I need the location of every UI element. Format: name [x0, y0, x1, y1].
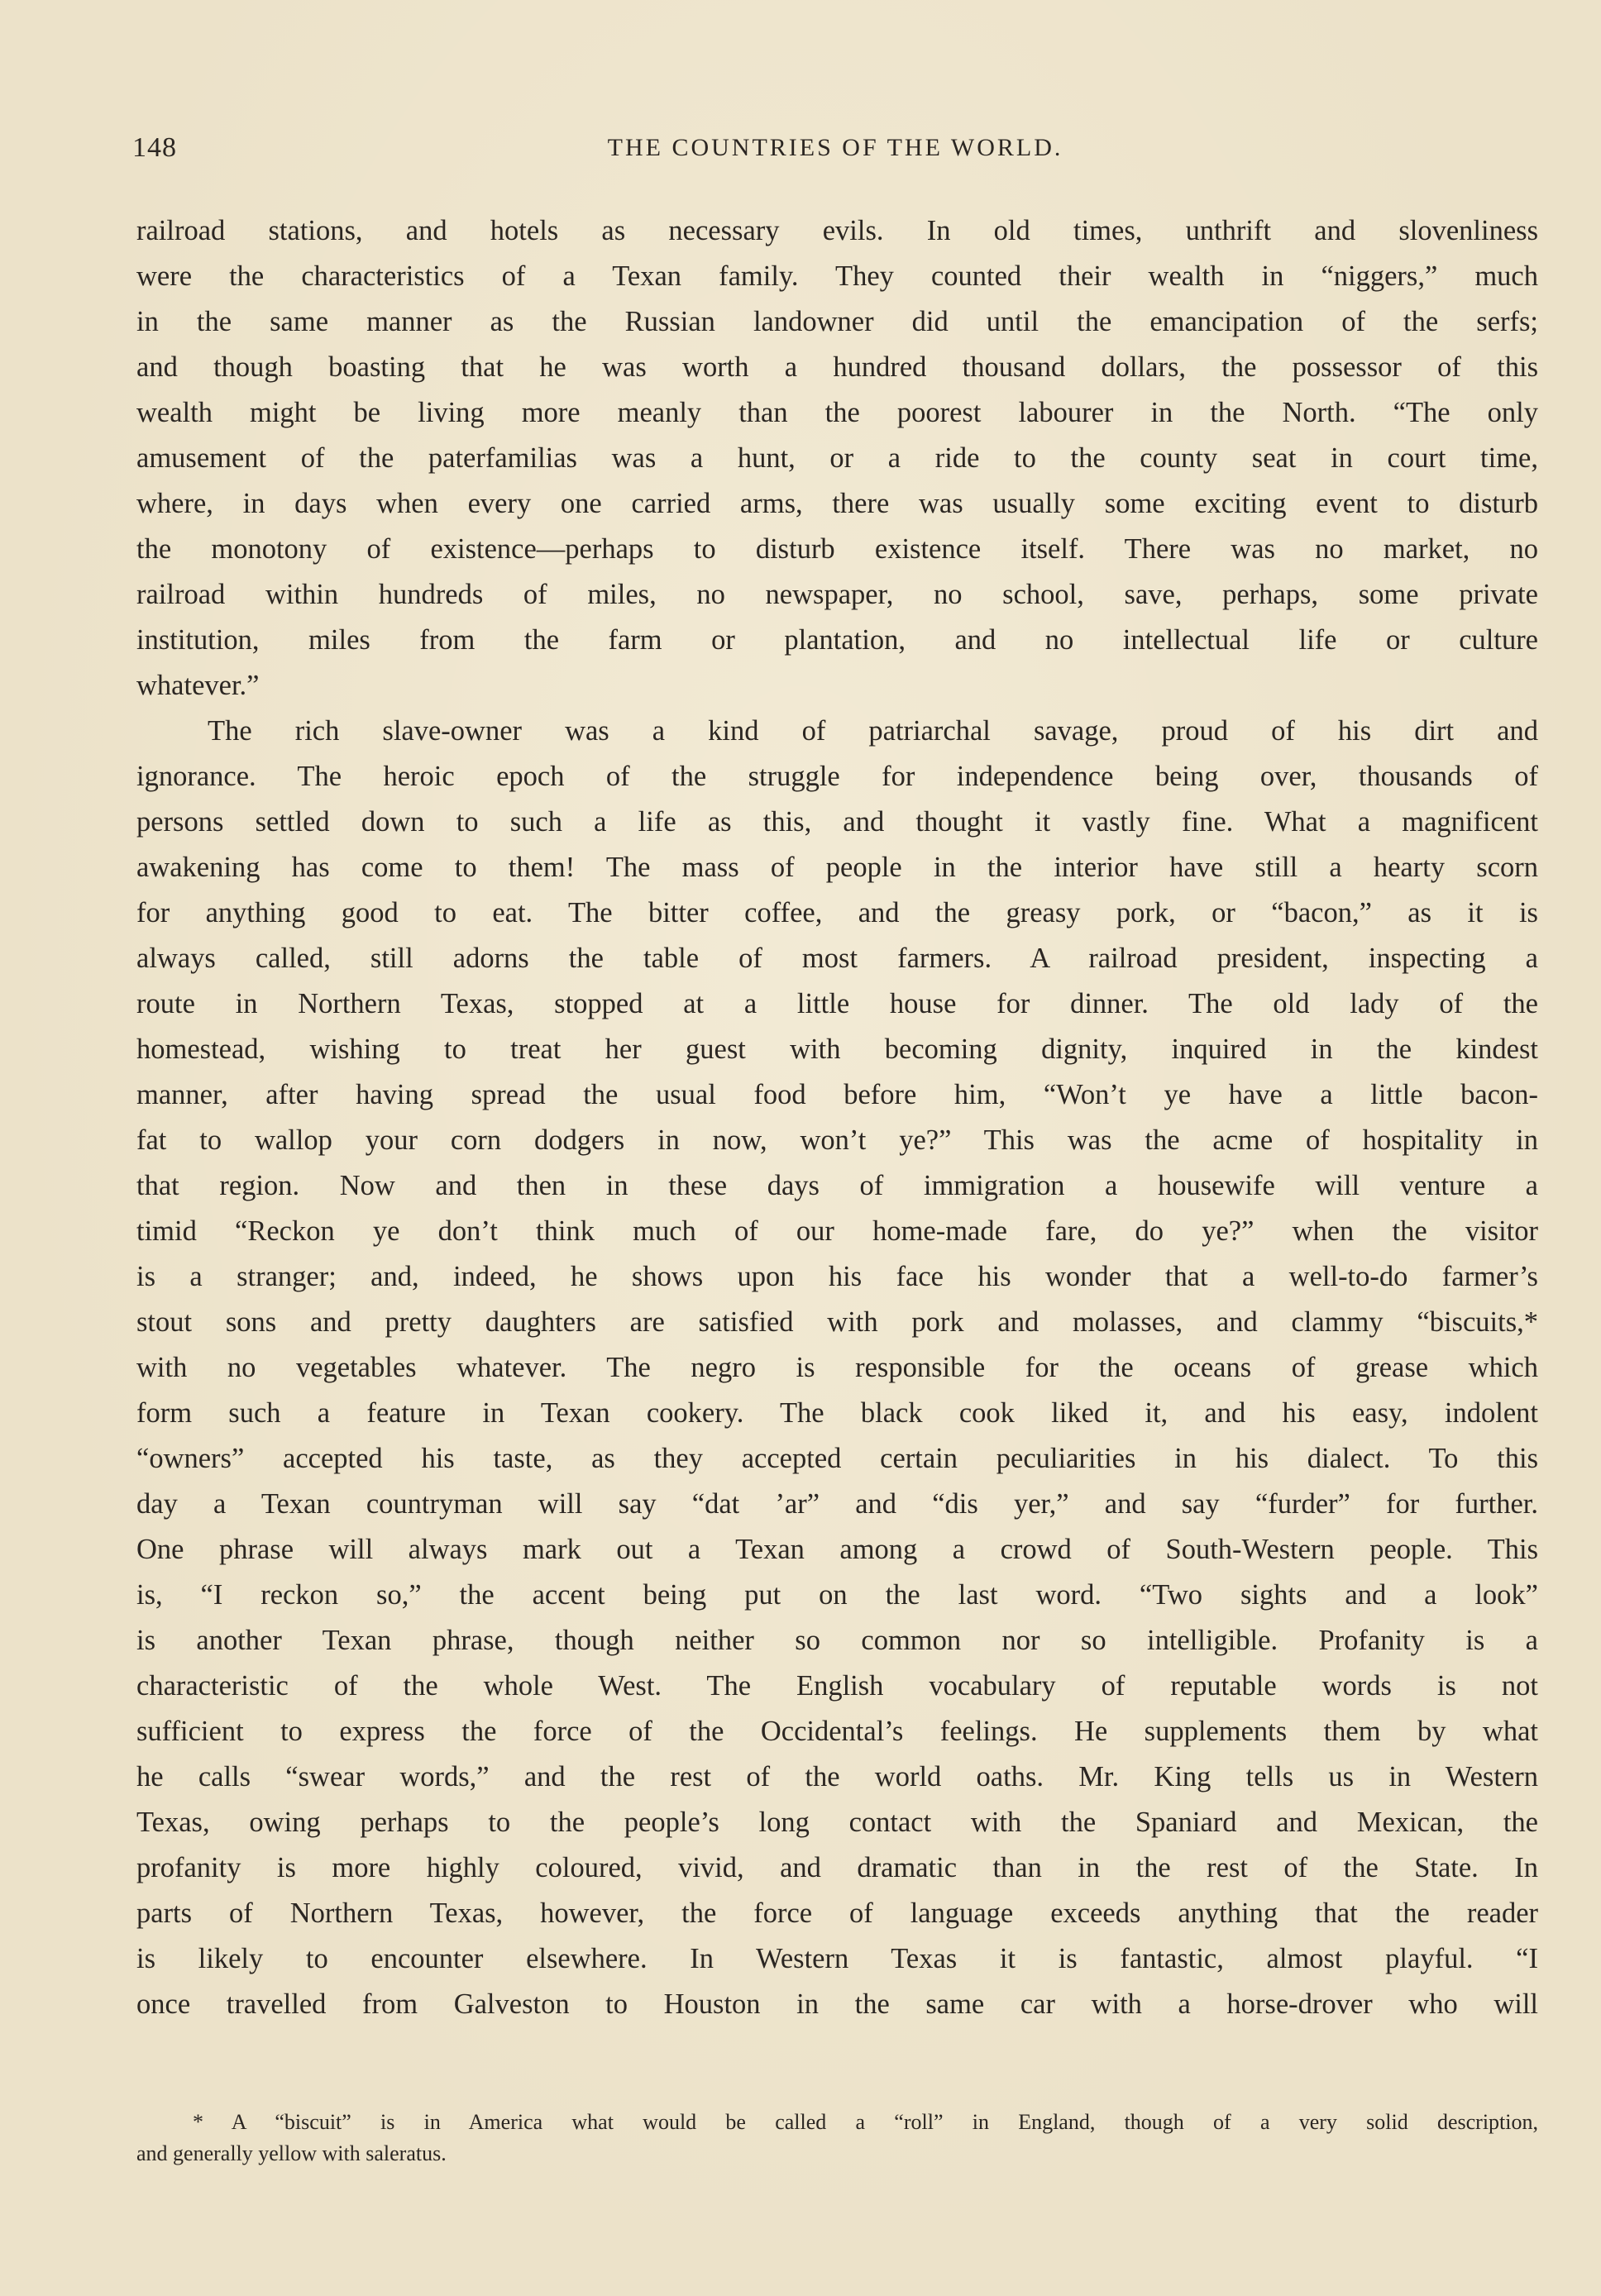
text-line: he calls “swear words,” and the rest of the world oaths. Mr. King tells us in Western [136, 1761, 1538, 1792]
paragraph-end-line: whatever.” [136, 670, 260, 701]
text-line: manner, after having spread the usual food before him, “Won’t ye have a little bacon- [136, 1079, 1538, 1110]
text-line: timid “Reckon ye don’t think much of our home-made fare, do ye?” when the visitor [136, 1215, 1538, 1247]
text-line: fat to wallop your corn dodgers in now, won’t ye?” This was the acme of hospitality in [136, 1124, 1538, 1156]
text-line: profanity is more highly coloured, vivid, and dramatic than in the rest of the State. In [136, 1852, 1538, 1883]
text-line: parts of Northern Texas, however, the force of language exceeds anything that the reader [136, 1897, 1538, 1929]
text-line: day a Texan countryman will say “dat ’ar” and “dis yer,” and say “furder” for further. [136, 1488, 1538, 1520]
text-line: form such a feature in Texan cookery. The black cook liked it, and his easy, indolent [136, 1397, 1538, 1429]
text-line: were the characteristics of a Texan family. They counted their wealth in “niggers,” much [136, 260, 1538, 292]
text-line: “owners” accepted his taste, as they accepted certain peculiarities in his dialect. To this [136, 1443, 1538, 1474]
running-head [132, 132, 1538, 172]
text-line: that region. Now and then in these days of immigration a housewife will venture a [136, 1170, 1538, 1201]
text-line: wealth might be living more meanly than the poorest labourer in the North. “The only [136, 397, 1538, 428]
text-line: amusement of the paterfamilias was a hunt, or a ride to the county seat in court time, [136, 442, 1538, 474]
text-line: is, “I reckon so,” the accent being put on the last word. “Two sights and a look” [136, 1579, 1538, 1611]
text-line: One phrase will always mark out a Texan among a crowd of South-Western people. This [136, 1534, 1538, 1565]
text-line: Texas, owing perhaps to the people’s long contact with the Spaniard and Mexican, the [136, 1807, 1538, 1838]
text-line: once travelled from Galveston to Houston in the same car with a horse-drover who will [136, 1988, 1538, 2020]
text-line: persons settled down to such a life as this, and thought it vastly fine. What a magnificent [136, 806, 1538, 838]
text-line: homestead, wishing to treat her guest with becoming dignity, inquired in the kindest [136, 1033, 1538, 1065]
text-line: ignorance. The heroic epoch of the struggle for independence being over, thousands of [136, 761, 1538, 792]
text-line: where, in days when every one carried arms, there was usually some exciting event to disturb [136, 488, 1538, 519]
paragraph-start-line: The rich slave-owner was a kind of patriarchal savage, proud of his dirt and [208, 715, 1538, 747]
text-line: for anything good to eat. The bitter coffee, and the greasy pork, or “bacon,” as it is [136, 897, 1538, 928]
running-title: THE COUNTRIES OF THE WORLD. [607, 134, 1063, 161]
text-line: stout sons and pretty daughters are satisfied with pork and molasses, and clammy “biscuits,* [136, 1306, 1538, 1338]
text-line: route in Northern Texas, stopped at a little house for dinner. The old lady of the [136, 988, 1538, 1019]
footnote-line: * A “biscuit” is in America what would be called a “roll” in England, though of a very solid description, [193, 2110, 1538, 2134]
text-line: sufficient to express the force of the Occidental’s feelings. He supplements them by what [136, 1716, 1538, 1747]
footnote-line: and generally yellow with saleratus. [136, 2141, 447, 2165]
footnote [136, 2107, 1538, 2170]
text-line: is another Texan phrase, though neither so common nor so intelligible. Profanity is a [136, 1625, 1538, 1656]
text-line: and though boasting that he was worth a hundred thousand dollars, the possessor of this [136, 351, 1538, 383]
text-line: with no vegetables whatever. The negro is responsible for the oceans of grease which [136, 1352, 1538, 1383]
text-line: railroad stations, and hotels as necessary evils. In old times, unthrift and slovenliness [136, 215, 1538, 246]
text-line: awakening has come to them! The mass of people in the interior have still a hearty scorn [136, 852, 1538, 883]
text-line: in the same manner as the Russian landowner did until the emancipation of the serfs; [136, 306, 1538, 337]
page-number: 148 [132, 132, 177, 163]
text-line: always called, still adorns the table of most farmers. A railroad president, inspecting a [136, 943, 1538, 974]
text-line: railroad within hundreds of miles, no newspaper, no school, save, perhaps, some private [136, 579, 1538, 610]
text-line: characteristic of the whole West. The English vocabulary of reputable words is not [136, 1670, 1538, 1702]
text-line: is likely to encounter elsewhere. In Western Texas it is fantastic, almost playful. “I [136, 1943, 1538, 1974]
text-line: the monotony of existence—perhaps to disturb existence itself. There was no market, no [136, 533, 1538, 565]
text-line: is a stranger; and, indeed, he shows upon his face his wonder that a well-to-do farmer’s [136, 1261, 1538, 1292]
body-text [136, 208, 1538, 2027]
text-line: institution, miles from the farm or plantation, and no intellectual life or culture [136, 624, 1538, 656]
